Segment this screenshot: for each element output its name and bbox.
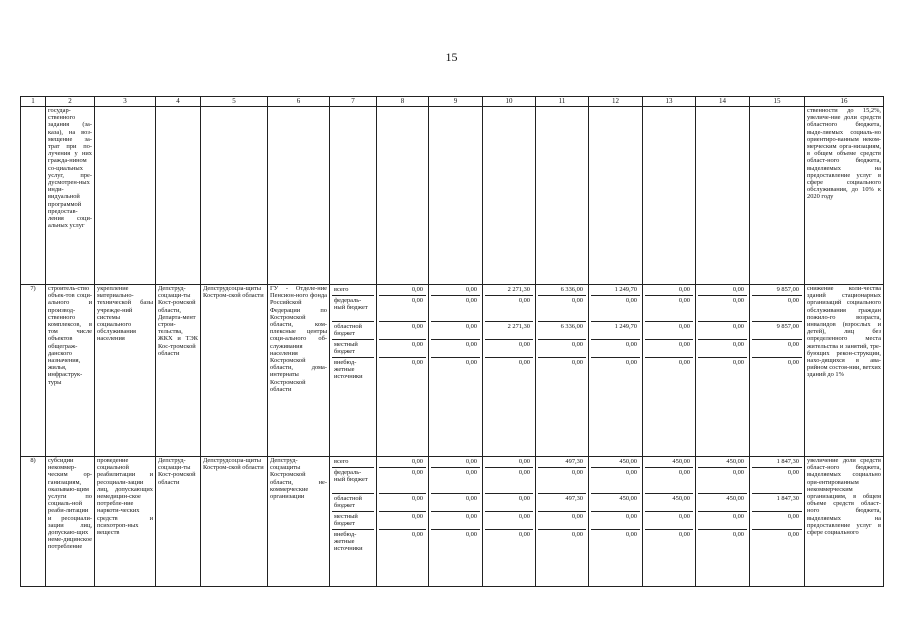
value: 0,00 [698, 512, 747, 530]
executor: Депструд-соцзащи-ты Кост-ромской области [156, 457, 201, 587]
year-values [696, 285, 750, 457]
activity-content: проведение социальной реабилитации и ресоциали-зации лиц, допускающих немедицин-ское потребле-ние наркоти-ческих средств и психотроп-ных веществ [95, 457, 156, 587]
program-table [20, 96, 884, 587]
value: 0,00 [485, 340, 533, 358]
col-header: 6 [268, 97, 330, 107]
source-label: всего [332, 285, 374, 296]
page-number: 15 [445, 50, 458, 64]
value: 9 857,00 [752, 322, 802, 340]
value: 0,00 [752, 296, 802, 322]
value: 0,00 [645, 468, 693, 494]
source-label: местный бюджет [332, 340, 374, 358]
col-header: 3 [95, 97, 156, 107]
value: 0,00 [732, 359, 744, 366]
value: 0,00 [752, 340, 802, 358]
year-values [536, 285, 589, 457]
source-label: внебюд-жетные источники [334, 359, 363, 381]
value: 2 271,30 [485, 285, 533, 296]
source-label: федераль-ный бюджет [332, 468, 374, 494]
customer: Депструдсоцза-щиты Костром-ской области [201, 457, 268, 587]
year-values [429, 285, 483, 457]
value: 0,00 [732, 531, 744, 538]
total-values [750, 285, 805, 457]
value: 0,00 [465, 531, 477, 538]
value: 0,00 [485, 468, 533, 494]
value: 0,00 [625, 359, 637, 366]
source-label: федераль-ный бюджет [332, 296, 374, 322]
year-values [589, 285, 643, 457]
value: 0,00 [431, 296, 480, 322]
value: 0,00 [379, 457, 426, 468]
year-values [377, 457, 429, 587]
row-number: 7) [21, 285, 46, 457]
value: 0,00 [485, 512, 533, 530]
expected-result: ственности до 15,2%, увеличе-ние доли средств областного бюджета, выде-ляемых социаль-но ориентиро-ванным неком-мерческим орга-низациям, в общем объеме средств област-ного бюджета, выделяемых на предоставление услуг в сфере социального обслуживания, до 10% к 2020 году [805, 107, 884, 285]
recipient: ГУ - Отделе-ние Пенсион-ного фонда Российской Федерации по Костромской области, ком-плексные центры соци-ального об-служивания населения Костромской области, дома-интернаты Костромской области [268, 285, 330, 457]
value: 0,00 [698, 340, 747, 358]
value: 450,00 [698, 494, 747, 512]
value: 0,00 [645, 322, 693, 340]
value: 0,00 [787, 359, 799, 366]
value: 0,00 [591, 468, 640, 494]
source-label: областной бюджет [332, 322, 374, 340]
value: 0,00 [645, 340, 693, 358]
year-values [377, 285, 429, 457]
source-label: областной бюджет [332, 494, 374, 512]
value: 0,00 [645, 512, 693, 530]
value: 0,00 [698, 296, 747, 322]
value: 450,00 [591, 494, 640, 512]
value: 0,00 [379, 512, 426, 530]
value: 450,00 [645, 457, 693, 468]
value: 0,00 [591, 296, 640, 322]
value: 0,00 [485, 296, 533, 322]
value: 0,00 [678, 531, 690, 538]
value: 0,00 [538, 512, 586, 530]
value: 0,00 [698, 285, 747, 296]
value: 0,00 [431, 285, 480, 296]
col-header: 2 [46, 97, 95, 107]
year-values [643, 285, 696, 457]
value: 6 336,00 [538, 322, 586, 340]
value: 0,00 [518, 531, 530, 538]
value: 0,00 [571, 359, 583, 366]
value: 9 857,00 [752, 285, 802, 296]
value: 1 847,30 [752, 457, 802, 468]
col-header: 8 [377, 97, 429, 107]
year-values [536, 457, 589, 587]
value: 0,00 [752, 468, 802, 494]
total-values [750, 457, 805, 587]
expected-result: увеличение доли средств област-ного бюджета, выделяемых социально ори-ентированным некоммерческим организациям, в общем объеме средств област-ного бюджета, выделяемых на предоставление услуг в сфере социального [805, 457, 884, 587]
value: 0,00 [538, 296, 586, 322]
year-values [483, 457, 536, 587]
activity-name: субсидии некоммер-ческим ор-ганизациям, оказываю-щим услуги по социаль-ной реаби-литации и ресоциали-зации лиц, допускаю-щих неме-дицинское потребление [46, 457, 95, 587]
col-header: 10 [483, 97, 536, 107]
value: 0,00 [698, 468, 747, 494]
recipient: Депструд-соцзащиты Костромской области, не-коммерческие организации [268, 457, 330, 587]
column-number-row [21, 97, 884, 107]
table-row [21, 285, 884, 457]
value: 0,00 [379, 296, 426, 322]
value: 6 336,00 [538, 285, 586, 296]
activity-name: государ-ственного задания (за-каза), на воз-мещение за-трат при по-лучения у них гражда-нином со-циальных услуг, пре-дусмотрен-ных инди-видуальной программой предостав-ления соци-альных услуг [46, 107, 95, 285]
value: 0,00 [645, 285, 693, 296]
value: 450,00 [698, 457, 747, 468]
value: 0,00 [678, 359, 690, 366]
value: 0,00 [379, 322, 426, 340]
value: 2 271,30 [485, 322, 533, 340]
col-header: 11 [536, 97, 589, 107]
value: 0,00 [645, 296, 693, 322]
continuation-row [21, 107, 884, 285]
value: 0,00 [379, 285, 426, 296]
value: 497,30 [538, 457, 586, 468]
executor: Депструд-соцзащи-ты Кост-ромской области, Департа-мент строи-тельства, ЖКХ и ТЭК Кос-тромской области [156, 285, 201, 457]
col-header: 15 [750, 97, 805, 107]
value: 0,00 [431, 468, 480, 494]
funding-sources [330, 285, 377, 457]
source-label: внебюд-жетные источники [334, 531, 363, 553]
value: 0,00 [591, 340, 640, 358]
value: 0,00 [787, 531, 799, 538]
year-values [429, 457, 483, 587]
value: 0,00 [431, 457, 480, 468]
value: 0,00 [752, 512, 802, 530]
customer: Депструдсоцза-щиты Костром-ской области [201, 285, 268, 457]
value: 0,00 [571, 531, 583, 538]
source-label: местный бюджет [332, 512, 374, 530]
col-header: 1 [21, 97, 46, 107]
col-header: 4 [156, 97, 201, 107]
col-header: 12 [589, 97, 643, 107]
expected-result: снижение коли-чества зданий стационарных организаций социального обслуживания граждан пожило-го возраста, инвалидов (взрослых и детей), лиц без определенного места жительства и занятий, тре-бующих рекон-струкции, нахо-дящихся в ава-рийном состоя-нии, ветхих зданий до 1% [805, 285, 884, 457]
value: 1 249,70 [591, 285, 640, 296]
activity-name: строитель-ство объек-тов соци-ального и производ-ственного комплексов, в том числе объектов общеграж-данского назначения, жилья, инфраструк-туры [46, 285, 95, 457]
year-values [483, 285, 536, 457]
funding-sources [330, 457, 377, 587]
row-number: 8) [21, 457, 46, 587]
value: 0,00 [518, 359, 530, 366]
value: 0,00 [698, 322, 747, 340]
value: 0,00 [591, 512, 640, 530]
value: 0,00 [411, 359, 423, 366]
year-values [696, 457, 750, 587]
value: 0,00 [485, 457, 533, 468]
value: 0,00 [411, 531, 423, 538]
source-label: всего [332, 457, 374, 468]
col-header: 16 [805, 97, 884, 107]
col-header: 7 [330, 97, 377, 107]
value: 0,00 [431, 512, 480, 530]
value: 450,00 [591, 457, 640, 468]
col-header: 5 [201, 97, 268, 107]
value: 450,00 [645, 494, 693, 512]
year-values [589, 457, 643, 587]
value: 0,00 [379, 468, 426, 494]
activity-content: укрепление материально-технической базы учрежде-ний системы социального обслуживания населения [95, 285, 156, 457]
value: 0,00 [431, 340, 480, 358]
col-header: 14 [696, 97, 750, 107]
table-row [21, 457, 884, 587]
value: 0,00 [625, 531, 637, 538]
year-values [643, 457, 696, 587]
value: 0,00 [379, 494, 426, 512]
value: 1 249,70 [591, 322, 640, 340]
value: 497,30 [538, 494, 586, 512]
value: 0,00 [538, 468, 586, 494]
value: 0,00 [431, 494, 480, 512]
col-header: 13 [643, 97, 696, 107]
value: 0,00 [485, 494, 533, 512]
value: 0,00 [379, 340, 426, 358]
value: 0,00 [538, 340, 586, 358]
value: 1 847,30 [752, 494, 802, 512]
col-header: 9 [429, 97, 483, 107]
value: 0,00 [465, 359, 477, 366]
value: 0,00 [431, 322, 480, 340]
